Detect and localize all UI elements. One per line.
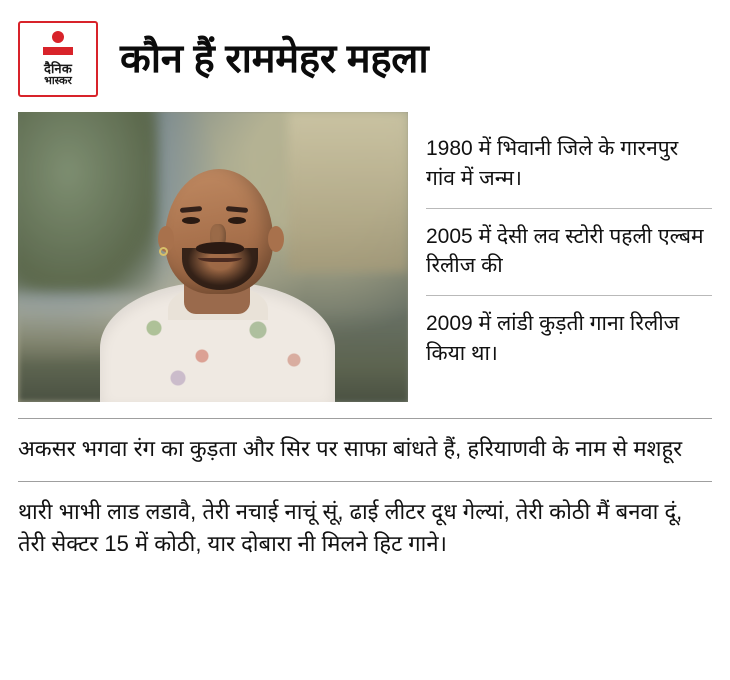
fact-item: 1980 में भिवानी जिले के गारनपुर गांव में जन्म। <box>426 128 712 209</box>
description-paragraph: अकसर भगवा रंग का कुड़ता और सिर पर साफा बांधते हैं, हरियाणवी के नाम से मशहूर <box>18 436 683 461</box>
subject-figure <box>110 167 325 402</box>
fact-item: 2005 में देसी लव स्टोरी पहली एल्बम रिलीज की <box>426 209 712 297</box>
portrait-photo <box>18 112 408 402</box>
fact-item: 2009 में लांडी कुड़ती गाना रिलीज किया था। <box>426 312 680 366</box>
sun-bar-logo-icon <box>43 31 73 57</box>
card-header <box>18 0 712 112</box>
earring-icon <box>159 247 168 256</box>
logo-name-line1: दैनिक <box>43 60 73 76</box>
hit-songs-paragraph: थारी भाभी लाड लडावै, तेरी नचाई नाचूं सूं, ढाई लीटर दूध गेल्यां, तेरी कोठी मैं बनवा दूं, तेरी सेक्टर 15 में कोठी, यार दोबारा नी मिलने हिट गाने। <box>18 499 683 557</box>
dainik-bhaskar-logo <box>18 21 98 97</box>
photo-and-facts-section <box>18 112 712 412</box>
logo-name-line2: भास्कर <box>44 75 72 88</box>
page-title: कौन हैं राममेहर महला <box>120 37 429 81</box>
fact-list <box>426 112 712 383</box>
